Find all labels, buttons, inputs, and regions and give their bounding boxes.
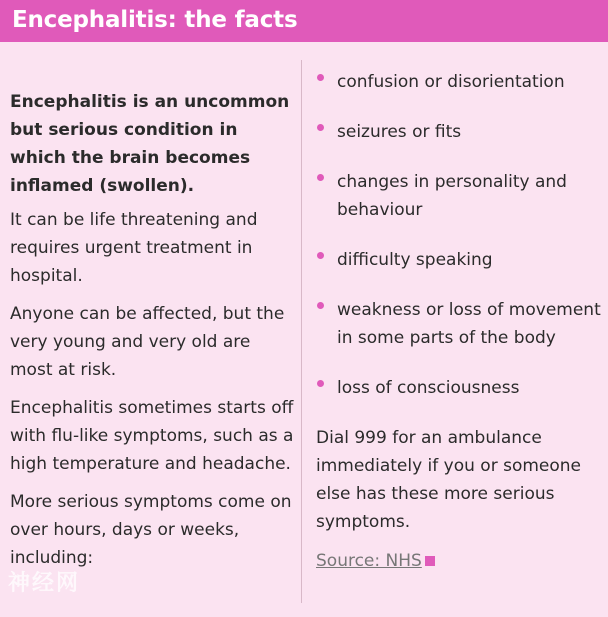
end-square-icon — [425, 556, 435, 566]
page-title: Encephalitis: the facts — [12, 7, 298, 33]
intro-paragraph: Encephalitis is an uncommon but serious condition in which the brain becomes inflamed (swollen). — [10, 92, 290, 196]
list-item: loss of consciousness — [316, 374, 604, 402]
bullet-dot-icon — [317, 252, 324, 259]
bullet-dot-icon — [317, 74, 324, 81]
list-item: difficulty speaking — [316, 246, 604, 274]
source-link[interactable]: Source: NHS — [316, 551, 422, 571]
paragraph-early-symptoms: Encephalitis sometimes starts off with flu-like symptoms, such as a high temperature and headache. — [10, 398, 294, 474]
list-item: seizures or fits — [316, 118, 604, 146]
bullet-dot-icon — [317, 174, 324, 181]
bullet-dot-icon — [317, 302, 324, 309]
paragraph-risk: Anyone can be affected, but the very young and very old are most at risk. — [10, 304, 285, 380]
list-item: weakness or loss of movement in some parts of the body — [316, 296, 604, 352]
watermark: 神经网 — [8, 571, 81, 596]
right-column — [316, 68, 604, 575]
source-line — [316, 547, 604, 575]
list-item: confusion or disorientation — [316, 68, 604, 96]
left-column — [10, 88, 295, 582]
paragraph-serious-symptoms: More serious symptoms come on over hours, days or weeks, including: — [10, 492, 292, 568]
emergency-instruction: Dial 999 for an ambulance immediately if you or someone else has these more serious symptoms. — [316, 428, 582, 532]
header-bar — [0, 0, 608, 42]
list-item: changes in personality and behaviour — [316, 168, 604, 224]
column-divider — [301, 60, 302, 603]
symptom-list — [316, 68, 604, 402]
bullet-dot-icon — [317, 124, 324, 131]
paragraph-urgent: It can be life threatening and requires urgent treatment in hospital. — [10, 210, 258, 286]
bullet-dot-icon — [317, 380, 324, 387]
